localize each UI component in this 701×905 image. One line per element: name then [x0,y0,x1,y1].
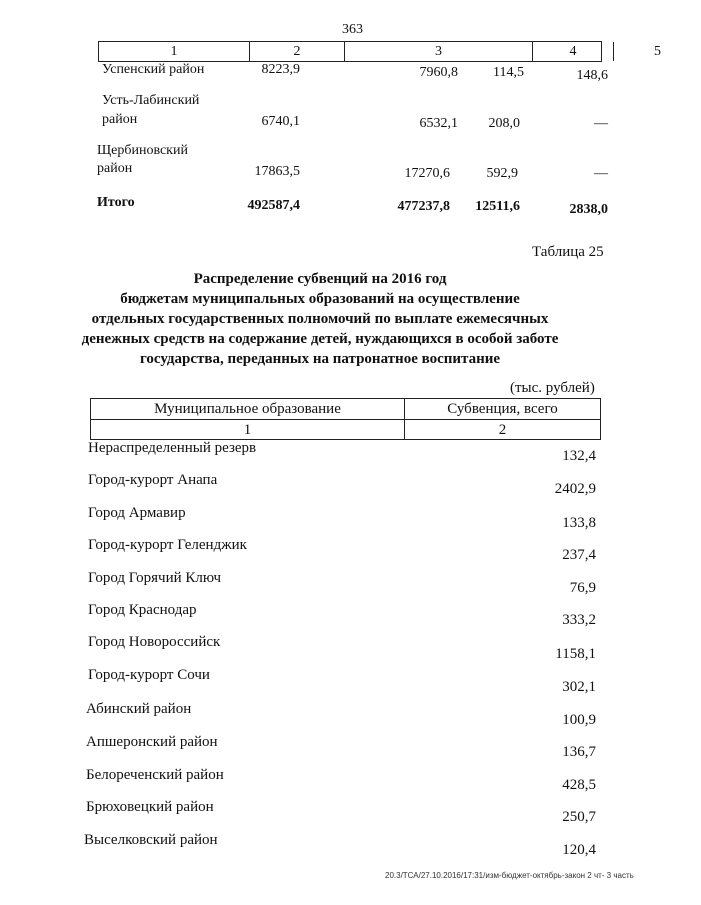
row-name-cont: район [97,161,133,176]
subvention-value: 1158,1 [555,646,596,662]
row-value: 8223,9 [261,62,300,77]
row-value: 7960,8 [419,65,458,80]
table-label: Таблица 25 [532,244,604,260]
municipality-name: Город Армавир [88,505,186,521]
subvention-value: 2402,9 [554,481,596,497]
municipality-name: Город Горячий Ключ [88,570,222,586]
row-name: Щербиновский [97,143,188,158]
municipality-name: Город Краснодар [88,602,197,618]
title-line: бюджетам муниципальных образований на осуществление [120,291,520,307]
row-name-cont: район [102,112,138,127]
subvention-value: 250,7 [562,809,596,825]
municipality-name: Выселковский район [84,832,218,848]
subvention-value: 237,4 [562,547,596,563]
row-value: 6740,1 [261,114,300,129]
title-line: Распределение субвенций на 2016 год [193,271,447,287]
municipality-name: Город Новороссийск [88,634,221,650]
top-col-3: 3 [435,44,442,59]
page-number: 363 [342,22,363,37]
subvention-value: 132,4 [562,448,596,464]
top-col-1: 1 [170,44,178,59]
units-label: (тыс. рублей) [510,380,595,396]
header-municipality: Муниципальное образование [154,401,341,417]
row-value: 6532,1 [419,116,458,131]
top-col-2: 2 [293,44,301,59]
header-subvention: Субвенция, всего [447,401,558,417]
municipality-name: Брюховецкий район [86,799,214,815]
subvention-value: 333,2 [562,612,596,628]
top-col-4: 4 [569,44,577,59]
row-value: 114,5 [493,65,524,80]
title-line: денежных средств на содержание детей, нуждающихся в особой заботе [81,331,559,347]
municipality-name: Белореченский район [86,767,224,783]
municipality-name: Город-курорт Сочи [88,667,210,683]
subvention-value: 76,9 [569,580,596,596]
row-value: 592,9 [486,166,518,181]
title-line: государства, переданных на патронатное воспитание [139,351,501,367]
title-line: отдельных государственных полномочий по выплате ежемесячных [91,311,549,327]
subvention-value: 136,7 [562,744,596,760]
header-number-2: 2 [498,422,507,438]
row-value: — [594,166,608,181]
footer-stamp: 20.3/ТСА/27.10.2016/17:31/изм-бюджет-октябрь-закон 2 чт- 3 часть [385,871,634,880]
municipality-name: Абинский район [86,701,192,717]
row-value: 148,6 [576,68,608,83]
total-value: 2838,0 [569,202,608,217]
header-number-1: 1 [243,422,252,438]
subvention-value: 428,5 [562,777,596,793]
total-label: Итого [97,195,135,210]
row-value: — [594,116,608,131]
municipality-name: Город-курорт Анапа [88,472,218,488]
municipality-name: Нераспределенный резерв [88,440,257,456]
top-table-header [98,41,661,62]
row-name: Усть-Лабинский [102,93,200,108]
main-table-header [90,398,601,440]
municipality-name: Апшеронский район [86,734,218,750]
row-value: 17270,6 [404,166,450,181]
top-col-5: 5 [654,44,661,59]
municipality-name: Город-курорт Геленджик [88,537,247,553]
row-value: 208,0 [488,116,520,131]
row-name: Успенский район [102,62,205,77]
subvention-value: 302,1 [562,679,596,695]
row-value: 17863,5 [254,164,300,179]
subvention-value: 120,4 [562,842,596,858]
subvention-value: 133,8 [562,515,596,531]
total-value: 492587,4 [247,198,300,213]
total-value: 12511,6 [475,199,520,214]
subvention-value: 100,9 [562,712,596,728]
total-value: 477237,8 [397,199,450,214]
